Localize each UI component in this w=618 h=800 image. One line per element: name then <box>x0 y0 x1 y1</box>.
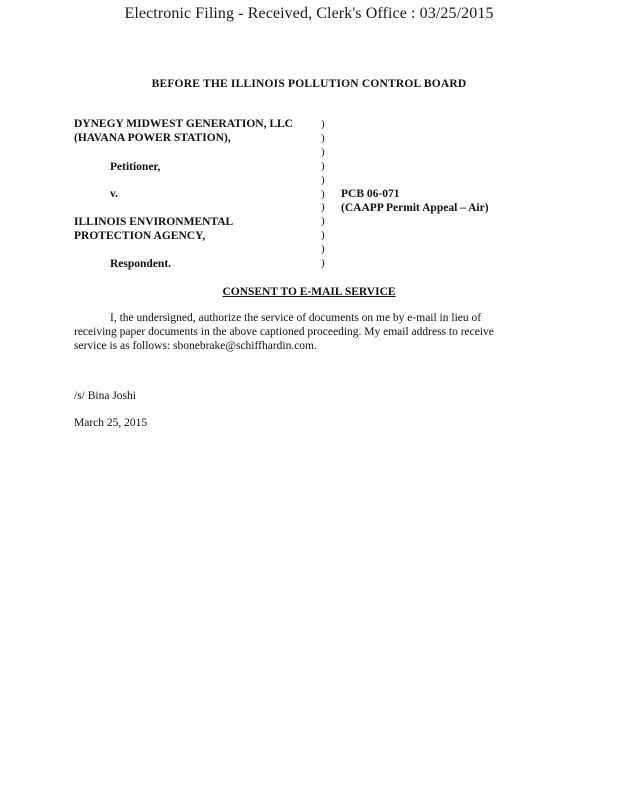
body-text: I, the undersigned, authorize the service of documents on me by e-mail in lieu of receiving paper documents in the above captioned proceeding. My email address to receive service is as follows: sbonebrake@schiffhardin.com. <box>74 312 494 352</box>
document-title: CONSENT TO E-MAIL SERVICE <box>222 286 396 298</box>
versus-label: v. <box>110 188 118 200</box>
body-paragraph <box>74 311 524 353</box>
signature: /s/ Bina Joshi <box>74 390 136 402</box>
respondent-name-line1: ILLINOIS ENVIRONMENTAL <box>74 216 234 228</box>
petitioner-name-line1: DYNEGY MIDWEST GENERATION, LLC <box>74 118 293 130</box>
respondent-role: Respondent. <box>110 258 172 270</box>
petitioner-name-line2: (HAVANA POWER STATION), <box>74 132 231 144</box>
case-number: PCB 06-071 <box>341 188 400 200</box>
caption-paren-column: ) ) ) ) ) ) ) ) ) ) ) <box>321 118 325 270</box>
filing-stamp: Electronic Filing - Received, Clerk's Office : 03/25/2015 <box>124 5 494 22</box>
respondent-name-line2: PROTECTION AGENCY, <box>74 230 206 242</box>
board-heading: BEFORE THE ILLINOIS POLLUTION CONTROL BOARD <box>151 78 467 90</box>
case-type: (CAAPP Permit Appeal – Air) <box>341 202 489 214</box>
petitioner-role: Petitioner, <box>110 161 161 173</box>
date: March 25, 2015 <box>74 417 148 429</box>
